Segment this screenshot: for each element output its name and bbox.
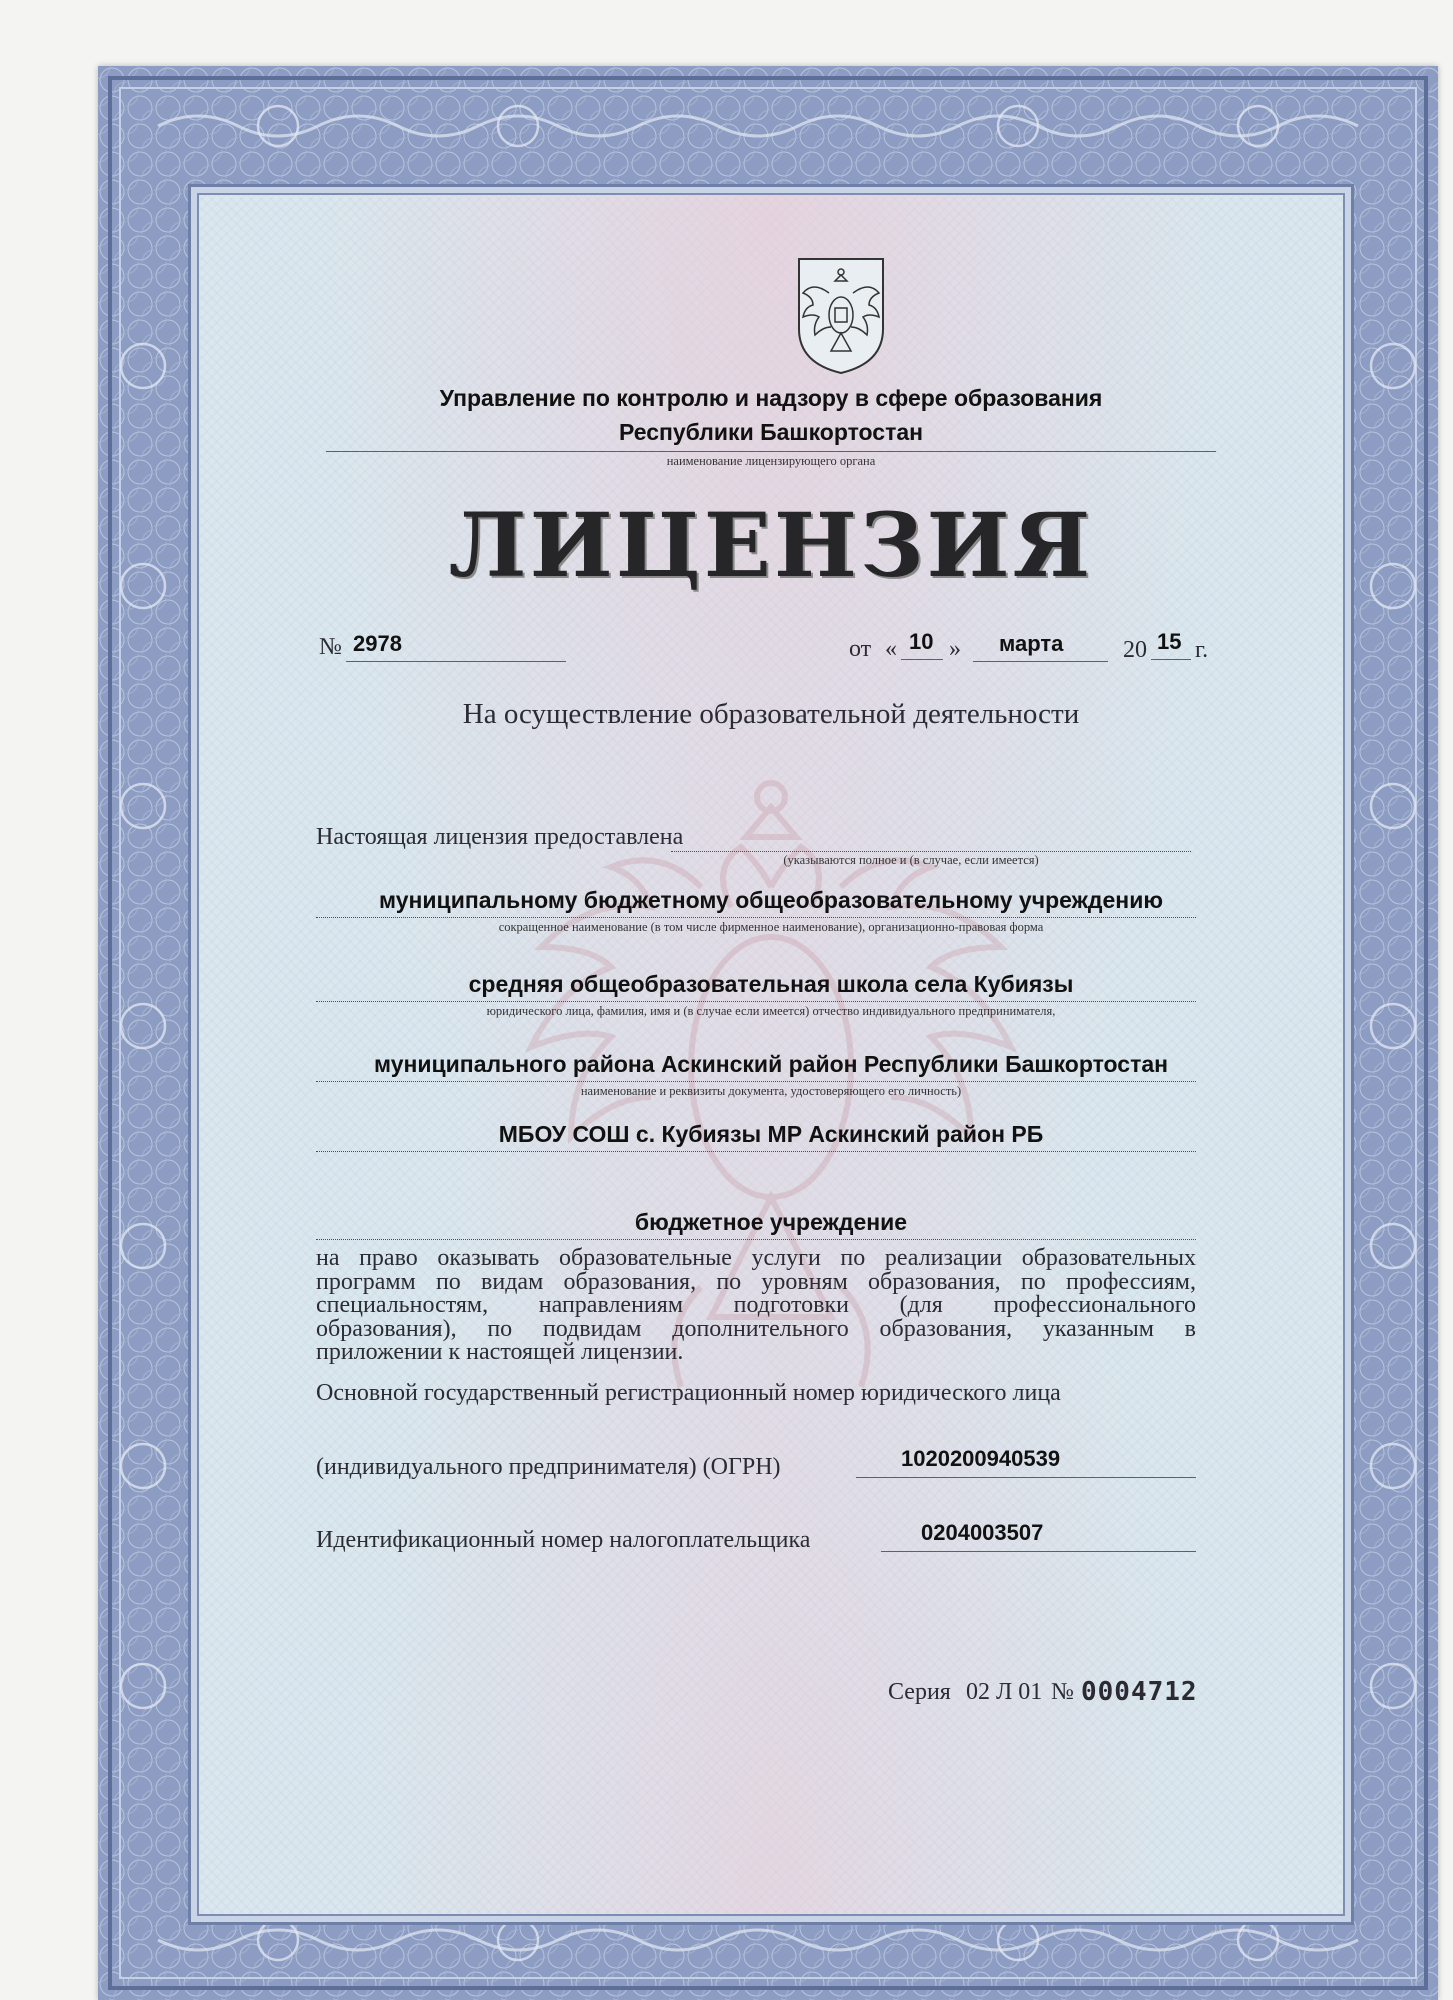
date-from-label: от	[849, 636, 872, 662]
date-month: марта	[999, 631, 1064, 656]
authority-underline	[326, 451, 1216, 452]
rights-line-3: специальностям, направлениям подготовки (для профессионального	[316, 1292, 1196, 1318]
caption-3: юридического лица, фамилия, имя и (в случае если имеется) отчество индивидуального предпринимателя,	[486, 1004, 1056, 1018]
ogrn-value: 1020200940539	[901, 1446, 1061, 1471]
series-label: Серия	[888, 1679, 951, 1705]
license-number: 2978	[353, 631, 402, 656]
authority-line-1: Управление по контролю и надзору в сфере образования	[439, 385, 1103, 411]
series-number: 0004712	[1081, 1677, 1198, 1707]
caption-4: наименование и реквизиты документа, удостоверяющего его личность)	[580, 1084, 962, 1098]
ogrn-underline	[856, 1477, 1196, 1478]
document-title: ЛИЦЕНЗИЯ	[448, 493, 1094, 597]
licensee-line-2: средняя общеобразовательная школа села Кубиязы	[468, 971, 1074, 997]
date-year-prefix: 20	[1123, 637, 1147, 663]
authority-caption: наименование лицензирующего органа	[666, 454, 876, 468]
date-year-suffix: 15	[1157, 629, 1182, 654]
rights-line-4: образования), по подвидам дополнительного образования, указанным в	[316, 1315, 1196, 1342]
date-year-unit: г.	[1195, 637, 1209, 663]
rights-text	[316, 1247, 1196, 1365]
rights-line-5: приложении к настоящей лицензии.	[316, 1339, 684, 1365]
granted-label: Настоящая лицензия предоставлена	[316, 824, 684, 850]
russian-coat-of-arms-icon	[793, 253, 889, 377]
inn-value: 0204003507	[921, 1520, 1044, 1545]
licensee-org-form: бюджетное учреждение	[634, 1209, 908, 1235]
license-subject: На осуществление образовательной деятельности	[462, 698, 1080, 730]
number-label: №	[319, 634, 342, 660]
org-form-underline	[316, 1239, 1196, 1240]
short-name-underline	[316, 1151, 1196, 1152]
license-sheet	[98, 66, 1438, 2000]
caption-2: сокращенное наименование (в том числе фирменное наименование), организационно-правовая форма	[498, 920, 1044, 934]
license-number-underline	[346, 661, 566, 662]
date-month-underline	[973, 661, 1108, 662]
inn-underline	[881, 1551, 1196, 1552]
date-day: 10	[909, 629, 934, 654]
granted-underline	[671, 851, 1191, 852]
caption-1: (указываются полное и (в случае, если имеется)	[783, 853, 1039, 867]
rights-line-1: на право оказывать образовательные услуги по реализации образовательных	[316, 1245, 1196, 1271]
licensee-line-1: муниципальному бюджетному общеобразовательному учреждению	[379, 887, 1163, 913]
licensee-short-name: МБОУ СОШ с. Кубиязы МР Аскинский район РБ	[498, 1121, 1044, 1147]
ogrn-label-2: (индивидуального предпринимателя) (ОГРН)	[316, 1454, 781, 1480]
series-value: 02 Л 01	[966, 1679, 1043, 1705]
licensee-line-2-underline	[316, 1001, 1196, 1002]
date-quote-open: «	[885, 636, 897, 662]
licensee-line-3: муниципального района Аскинский район Республики Башкортостан	[373, 1051, 1169, 1077]
ogrn-label-1: Основной государственный регистрационный номер юридического лица	[316, 1380, 1061, 1406]
license-inner-field	[188, 184, 1354, 1925]
authority-line-2: Республики Башкортостан	[618, 419, 924, 445]
date-year-underline	[1151, 659, 1191, 660]
series-number-label: №	[1051, 1679, 1074, 1705]
licensee-line-1-underline	[316, 917, 1196, 918]
rights-line-2: программ по видам образования, по уровням образования, по профессиям,	[316, 1268, 1196, 1295]
date-quote-close: »	[949, 636, 961, 662]
inn-label: Идентификационный номер налогоплательщика	[316, 1527, 811, 1553]
licensee-line-3-underline	[316, 1081, 1196, 1082]
date-day-underline	[901, 659, 943, 660]
